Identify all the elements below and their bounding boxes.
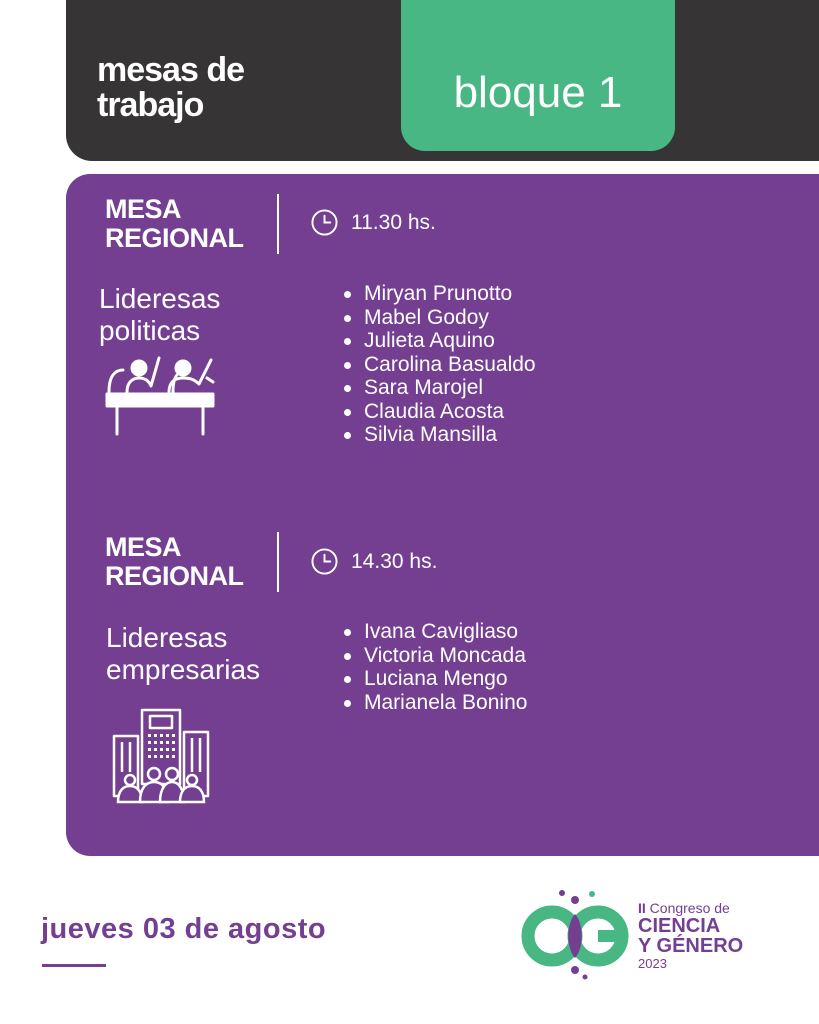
logo-edition: II [638,900,646,916]
office-building-people-icon [110,706,212,806]
politicians-podium-icon [103,354,221,438]
clock-icon [311,548,338,575]
session-1-label [105,195,244,253]
date-underline [42,964,106,967]
participant-name: Luciana Mengo [342,667,527,691]
participant-name: Ivana Cavigliaso [342,620,527,644]
congress-logo-icon [518,886,636,982]
session-2-divider [277,532,279,592]
session-label-line: REGIONAL [105,223,244,253]
logo-year: 2023 [638,956,667,971]
participant-name: Claudia Acosta [342,400,536,424]
participant-name: Carolina Basualdo [342,353,536,377]
topic-line: politicas [99,315,201,346]
session-1-participants [342,282,536,447]
logo-congress: Congreso de [645,900,730,916]
participant-name: Sara Marojel [342,376,536,400]
logo-line-1 [638,900,743,916]
page-title [97,53,244,123]
session-2-label [105,533,244,591]
session-1-topic [99,283,220,347]
clock-icon [311,209,338,236]
block-badge [401,0,675,151]
topic-line: Lideresas [106,622,228,653]
session-2-participants [342,620,527,714]
participant-name: Julieta Aquino [342,329,536,353]
session-2-time: 14.30 hs. [351,550,438,573]
block-label: bloque 1 [453,67,623,117]
event-date: jueves 03 de agosto [41,913,327,945]
participant-name: Mabel Godoy [342,306,536,330]
session-label-line: MESA [105,194,182,224]
session-1-divider [277,194,279,254]
topic-line: empresarias [106,654,261,685]
session-2-topic [106,622,260,686]
title-line-2: trabajo [97,86,204,124]
session-label-line: REGIONAL [105,561,244,591]
participant-name: Silvia Mansilla [342,423,536,447]
participant-name: Marianela Bonino [342,691,527,715]
topic-line: Lideresas [99,283,221,314]
participant-name: Miryan Prunotto [342,282,536,306]
title-line-1: mesas de [97,51,244,89]
session-label-line: MESA [105,532,182,562]
congress-logo-text [638,900,743,972]
session-1-time: 11.30 hs. [351,211,436,234]
participant-name: Victoria Moncada [342,644,527,668]
logo-line-2: CIENCIA [638,915,721,937]
logo-line-3: Y GÉNERO [638,935,744,957]
